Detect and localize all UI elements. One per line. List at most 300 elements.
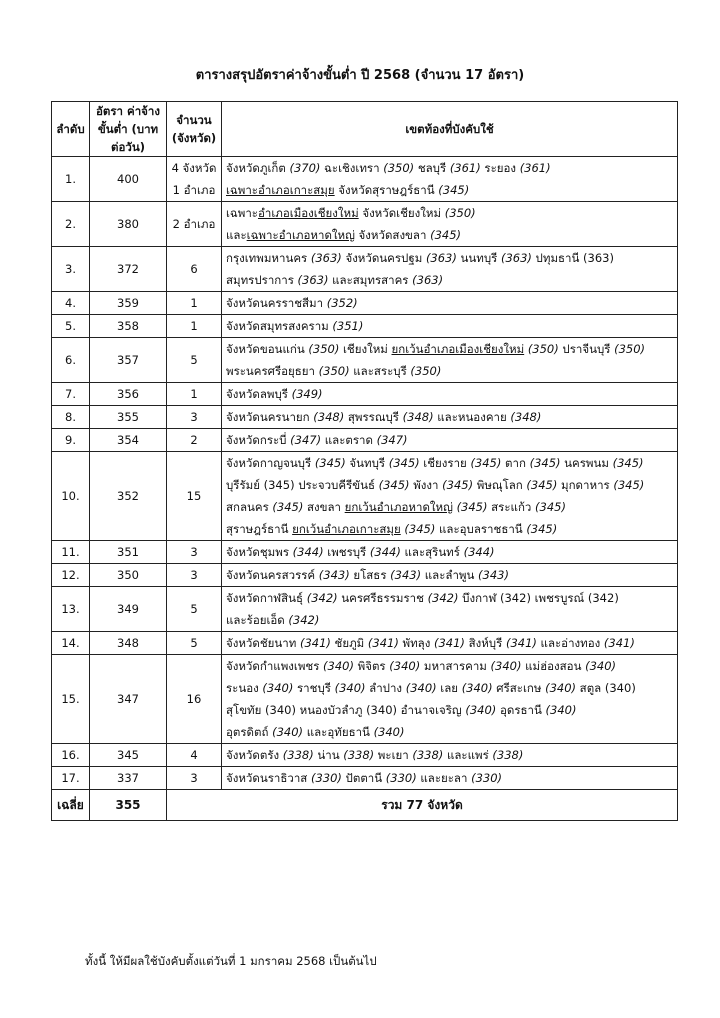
coverage-line: [226, 429, 674, 451]
row-number: 15.: [52, 655, 90, 744]
table-header-row: [52, 102, 678, 157]
previous-rate: (338): [412, 748, 444, 762]
previous-rate: (363): [425, 251, 457, 265]
previous-rate: (347): [290, 433, 322, 447]
area-text: ยโสธร: [349, 568, 391, 582]
previous-rate: (340): [545, 681, 577, 695]
previous-rate: (350): [444, 206, 476, 220]
area-qualifier: อำเภอเมืองเชียงใหม่: [257, 206, 359, 220]
province-count-line: 1: [190, 296, 198, 310]
previous-rate: (347): [376, 433, 408, 447]
previous-rate: (340): [461, 681, 493, 695]
coverage-line: [226, 564, 674, 586]
province-count: [167, 632, 222, 655]
area-text: ปทุมธานี (363): [531, 251, 614, 265]
province-count-line: 5: [190, 602, 198, 616]
coverage-line: [226, 496, 674, 518]
coverage-line: [226, 699, 674, 721]
previous-rate: (340): [262, 681, 294, 695]
previous-rate: (349): [291, 387, 323, 401]
previous-rate: (345): [378, 478, 410, 492]
table-row: [52, 383, 678, 406]
coverage-area: [222, 338, 678, 383]
area-text: สระแก้ว: [487, 500, 536, 514]
previous-rate: (345): [404, 522, 436, 536]
previous-rate: (348): [510, 410, 542, 424]
area-text: สงขลา: [303, 500, 345, 514]
previous-rate: (330): [385, 771, 417, 785]
area-text: เชียงใหม่: [339, 342, 392, 356]
area-text: พัทลุง: [398, 636, 434, 650]
previous-rate: (363): [412, 273, 444, 287]
wage-rate: 380: [90, 202, 167, 247]
coverage-line: [226, 655, 674, 677]
previous-rate: (363): [310, 251, 342, 265]
province-count-line: 15: [186, 489, 202, 503]
coverage-line: [226, 179, 674, 201]
table-row: [52, 541, 678, 564]
area-text: จังหวัดกาฬสินธุ์: [226, 591, 307, 605]
wage-rate: 358: [90, 315, 167, 338]
province-count-line: 3: [190, 545, 198, 559]
wage-rate: 354: [90, 429, 167, 452]
wage-rate: 355: [90, 406, 167, 429]
coverage-line: [226, 157, 674, 179]
wage-rate: 400: [90, 157, 167, 202]
province-count: [167, 292, 222, 315]
coverage-area: [222, 406, 678, 429]
previous-rate: (344): [463, 545, 495, 559]
table-row: [52, 157, 678, 202]
table-body: [52, 157, 678, 790]
row-number: 12.: [52, 564, 90, 587]
wage-rate: 372: [90, 247, 167, 292]
province-count-line: 3: [190, 410, 198, 424]
area-text: ระนอง: [226, 681, 263, 695]
previous-rate: (345): [388, 456, 420, 470]
province-count: [167, 655, 222, 744]
previous-rate: (352): [326, 296, 358, 310]
wage-rate: 348: [90, 632, 167, 655]
area-text: น่าน: [313, 748, 344, 762]
area-text: พิจิตร: [353, 659, 390, 673]
area-text: พังงา: [409, 478, 443, 492]
previous-rate: (345): [613, 478, 645, 492]
area-text: และสระบุรี: [349, 364, 411, 378]
previous-rate: (363): [500, 251, 532, 265]
row-number: 3.: [52, 247, 90, 292]
previous-rate: (338): [343, 748, 375, 762]
wage-rate: 345: [90, 744, 167, 767]
area-text: จังหวัดนครสวรรค์: [226, 568, 319, 582]
province-count: [167, 767, 222, 790]
area-text: พระนครศรีอยุธยา: [226, 364, 319, 378]
area-text: มหาสารคาม: [420, 659, 491, 673]
table-row: [52, 429, 678, 452]
previous-rate: (350): [318, 364, 350, 378]
area-text: จังหวัดสุราษฎร์ธานี: [334, 183, 439, 197]
area-text: จังหวัดภูเก็ต: [226, 161, 290, 175]
area-text: และตราด: [321, 433, 377, 447]
footer-average: 355: [90, 790, 167, 821]
footer-total: รวม 77 จังหวัด: [167, 790, 678, 821]
area-text: ลำปาง: [365, 681, 406, 695]
coverage-area: [222, 292, 678, 315]
table-row: [52, 744, 678, 767]
coverage-area: [222, 452, 678, 541]
previous-rate: (341): [434, 636, 465, 650]
row-number: 9.: [52, 429, 90, 452]
previous-rate: (351): [332, 319, 364, 333]
province-count-line: 3: [190, 568, 198, 582]
area-text: จังหวัดกาญจนบุรี: [226, 456, 315, 470]
coverage-line: [226, 609, 674, 631]
coverage-line: [226, 767, 674, 789]
area-text: จังหวัดนราธิวาส: [226, 771, 311, 785]
previous-rate: (340): [323, 659, 354, 673]
previous-rate: (340): [545, 703, 577, 717]
area-text: เพชรบุรี: [323, 545, 370, 559]
province-count-line: 3: [190, 771, 198, 785]
area-text: และร้อยเอ็ด: [226, 613, 289, 627]
area-text: และ: [226, 228, 247, 242]
header-rate: อัตรา ค่าจ้างขั้นต่ำ (บาทต่อวัน): [90, 102, 167, 157]
previous-rate: (345): [470, 456, 502, 470]
row-number: 6.: [52, 338, 90, 383]
area-text: และอุบลราชธานี: [435, 522, 527, 536]
row-number: 2.: [52, 202, 90, 247]
previous-rate: (340): [585, 659, 617, 673]
area-text: จังหวัดกระบี่: [226, 433, 291, 447]
area-text: สุราษฎร์ธานี: [226, 522, 293, 536]
coverage-line: [226, 269, 674, 291]
province-count-line: 5: [190, 636, 198, 650]
coverage-area: [222, 541, 678, 564]
wage-rate: 352: [90, 452, 167, 541]
previous-rate: (345): [314, 456, 346, 470]
previous-rate: (340): [334, 681, 366, 695]
area-text: และแพร่: [443, 748, 493, 762]
header-count: จำนวน (จังหวัด): [167, 102, 222, 157]
footer-label: เฉลี่ย: [52, 790, 90, 821]
previous-rate: (338): [282, 748, 314, 762]
previous-rate: (345): [529, 456, 561, 470]
coverage-line: [226, 224, 674, 246]
previous-rate: (370): [289, 161, 321, 175]
previous-rate: (340): [373, 725, 405, 739]
area-text: ปราจีนบุรี: [558, 342, 615, 356]
previous-rate: (350): [383, 161, 415, 175]
previous-rate: (348): [402, 410, 434, 424]
previous-rate: (340): [490, 659, 522, 673]
area-text: กรุงเทพมหานคร: [226, 251, 311, 265]
area-text: และลำพูน: [421, 568, 479, 582]
previous-rate: (345): [535, 500, 566, 514]
table-row: [52, 564, 678, 587]
province-count: [167, 315, 222, 338]
area-text: สตูล (340): [576, 681, 636, 695]
area-text: จังหวัดนครราชสีมา: [226, 296, 327, 310]
province-count: [167, 564, 222, 587]
table-row: [52, 292, 678, 315]
wage-rate: 350: [90, 564, 167, 587]
table-row: [52, 315, 678, 338]
province-count-line: 1: [190, 319, 198, 333]
wage-rate: 337: [90, 767, 167, 790]
area-text: จันทบุรี: [345, 456, 389, 470]
previous-rate: (342): [288, 613, 320, 627]
table-row: [52, 247, 678, 292]
coverage-line: [226, 360, 674, 382]
coverage-line: [226, 292, 674, 314]
previous-rate: (344): [369, 545, 401, 559]
row-number: 14.: [52, 632, 90, 655]
area-qualifier: เฉพาะอำเภอหาดใหญ่: [246, 228, 355, 242]
table-row: [52, 655, 678, 744]
previous-rate: (340): [405, 681, 437, 695]
area-text: ชัยภูมิ: [330, 636, 368, 650]
coverage-line: [226, 518, 674, 540]
previous-rate: (342): [427, 591, 459, 605]
previous-rate: (350): [527, 342, 559, 356]
province-count: [167, 383, 222, 406]
coverage-line: [226, 744, 674, 766]
previous-rate: (345): [612, 456, 644, 470]
province-count-line: 4 จังหวัด: [171, 161, 217, 175]
wage-rate: 357: [90, 338, 167, 383]
area-text: เลย: [436, 681, 462, 695]
row-number: 11.: [52, 541, 90, 564]
previous-rate: (330): [471, 771, 503, 785]
coverage-area: [222, 767, 678, 790]
province-count: [167, 202, 222, 247]
area-text: ปัตตานี: [341, 771, 386, 785]
area-text: จังหวัดสมุทรสงคราม: [226, 319, 333, 333]
province-count: [167, 587, 222, 632]
coverage-line: [226, 247, 674, 269]
coverage-area: [222, 655, 678, 744]
coverage-area: [222, 429, 678, 452]
province-count: [167, 406, 222, 429]
previous-rate: (342): [306, 591, 338, 605]
area-text: อุดรธานี: [496, 703, 546, 717]
coverage-line: [226, 721, 674, 743]
coverage-line: [226, 587, 674, 609]
previous-rate: (363): [297, 273, 329, 287]
previous-rate: (341): [299, 636, 331, 650]
previous-rate: (350): [410, 364, 442, 378]
previous-rate: (348): [313, 410, 345, 424]
area-qualifier: ยกเว้นอำเภอเกาะสมุย: [292, 522, 401, 536]
area-text: ราชบุรี: [293, 681, 335, 695]
previous-rate: (343): [390, 568, 422, 582]
area-text: ตาก: [501, 456, 530, 470]
area-text: จังหวัดนครนายก: [226, 410, 314, 424]
row-number: 17.: [52, 767, 90, 790]
wage-rate: 356: [90, 383, 167, 406]
previous-rate: (344): [292, 545, 324, 559]
table-row: [52, 587, 678, 632]
province-count-line: 6: [190, 262, 198, 276]
area-text: บุรีรัมย์ (345) ประจวบคีรีขันธ์: [226, 478, 379, 492]
previous-rate: (345): [272, 500, 304, 514]
area-text: บึงกาฬ (342) เพชรบูรณ์ (342): [458, 591, 619, 605]
coverage-line: [226, 474, 674, 496]
previous-rate: (350): [614, 342, 646, 356]
row-number: 10.: [52, 452, 90, 541]
previous-rate: (345): [526, 522, 558, 536]
area-text: จังหวัดลพบุรี: [226, 387, 292, 401]
area-text: พิษณุโลก: [473, 478, 527, 492]
area-text: และอ่างทอง: [536, 636, 604, 650]
area-text: จังหวัดตรัง: [226, 748, 283, 762]
area-text: จังหวัดชัยนาท: [226, 636, 300, 650]
previous-rate: (341): [603, 636, 635, 650]
table-row: [52, 767, 678, 790]
area-text: สิงห์บุรี: [464, 636, 506, 650]
page-title: ตารางสรุปอัตราค่าจ้างขั้นต่ำ ปี 2568 (จำนวน 17 อัตรา): [195, 68, 525, 83]
row-number: 4.: [52, 292, 90, 315]
province-count-line: 1: [190, 387, 198, 401]
area-qualifier: ยกเว้นอำเภอหาดใหญ่: [344, 500, 453, 514]
previous-rate: (340): [272, 725, 304, 739]
previous-rate: (345): [526, 478, 558, 492]
previous-rate: (330): [310, 771, 342, 785]
coverage-line: [226, 632, 674, 654]
coverage-area: [222, 632, 678, 655]
province-count: [167, 452, 222, 541]
area-text: และยะลา: [416, 771, 472, 785]
previous-rate: (345): [456, 500, 488, 514]
table-row: [52, 632, 678, 655]
province-count-line: 16: [186, 692, 202, 706]
province-count-line: 2: [190, 433, 198, 447]
previous-rate: (350): [308, 342, 340, 356]
area-text: นครพนม: [560, 456, 613, 470]
area-text: จังหวัดชุมพร: [226, 545, 293, 559]
province-count: [167, 744, 222, 767]
coverage-area: [222, 202, 678, 247]
province-count: [167, 541, 222, 564]
area-qualifier: เฉพาะอำเภอเกาะสมุย: [226, 183, 335, 197]
coverage-line: [226, 541, 674, 563]
previous-rate: (343): [478, 568, 509, 582]
area-text: สมุทรปราการ: [226, 273, 298, 287]
province-count-line: 1 อำเภอ: [172, 183, 216, 197]
row-number: 1.: [52, 157, 90, 202]
area-text: จังหวัดนครปฐม: [341, 251, 426, 265]
coverage-area: [222, 315, 678, 338]
row-number: 13.: [52, 587, 90, 632]
area-text: อุตรดิตถ์: [226, 725, 273, 739]
wage-rate: 351: [90, 541, 167, 564]
area-text: และสมุทรสาคร: [328, 273, 413, 287]
area-text: นนทบุรี: [456, 251, 501, 265]
wage-rate: 349: [90, 587, 167, 632]
coverage-area: [222, 744, 678, 767]
previous-rate: (345): [442, 478, 474, 492]
area-text: แม่ฮ่องสอน: [521, 659, 586, 673]
previous-rate: (340): [389, 659, 421, 673]
area-text: จังหวัดเชียงใหม่: [358, 206, 445, 220]
province-count: [167, 338, 222, 383]
area-text: ระยอง: [480, 161, 520, 175]
area-text: พะเยา: [374, 748, 413, 762]
province-count-line: 4: [190, 748, 198, 762]
coverage-line: [226, 677, 674, 699]
wage-rate: 359: [90, 292, 167, 315]
coverage-line: [226, 202, 674, 224]
area-text: จังหวัดกำแพงเพชร: [226, 659, 324, 673]
coverage-line: [226, 338, 674, 360]
area-text: สุโขทัย (340) หนองบัวลำภู (340) อำนาจเจริญ: [226, 703, 466, 717]
province-count: [167, 247, 222, 292]
coverage-area: [222, 587, 678, 632]
row-number: 8.: [52, 406, 90, 429]
previous-rate: (345): [430, 228, 462, 242]
coverage-area: [222, 564, 678, 587]
area-text: จังหวัดสงขลา: [354, 228, 431, 242]
area-text: สุพรรณบุรี: [344, 410, 403, 424]
area-text: ฉะเชิงเทรา: [320, 161, 384, 175]
coverage-area: [222, 383, 678, 406]
coverage-line: [226, 383, 674, 405]
area-text: ชลบุรี: [414, 161, 450, 175]
effective-date-note: ทั้งนี้ ให้มีผลใช้บังคับตั้งแต่วันที่ 1 มกราคม 2568 เป็นต้นไป: [85, 954, 377, 968]
area-text: ศรีสะเกษ: [492, 681, 546, 695]
row-number: 5.: [52, 315, 90, 338]
wage-rate: 347: [90, 655, 167, 744]
header-no: ลำดับ: [52, 102, 90, 157]
coverage-line: [226, 315, 674, 337]
province-count-line: 5: [190, 353, 198, 367]
coverage-line: [226, 406, 674, 428]
area-text: สกลนคร: [226, 500, 273, 514]
area-text: และสุรินทร์: [400, 545, 464, 559]
area-text: นครศรีธรรมราช: [337, 591, 428, 605]
previous-rate: (338): [492, 748, 524, 762]
area-text: เฉพาะ: [226, 206, 258, 220]
province-count: [167, 157, 222, 202]
area-text: เชียงราย: [419, 456, 471, 470]
coverage-line: [226, 452, 674, 474]
previous-rate: (361): [519, 161, 551, 175]
area-text: จังหวัดขอนแก่น: [226, 342, 309, 356]
row-number: 16.: [52, 744, 90, 767]
previous-rate: (341): [505, 636, 537, 650]
area-text: และหนองคาย: [433, 410, 511, 424]
row-number: 7.: [52, 383, 90, 406]
area-qualifier: ยกเว้นอำเภอเมืองเชียงใหม่: [391, 342, 525, 356]
table-footer-row: [52, 790, 678, 821]
previous-rate: (343): [318, 568, 350, 582]
table-row: [52, 406, 678, 429]
coverage-area: [222, 247, 678, 292]
previous-rate: (341): [367, 636, 399, 650]
province-count: [167, 429, 222, 452]
area-text: มุกดาหาร: [557, 478, 614, 492]
table-row: [52, 338, 678, 383]
table-row: [52, 452, 678, 541]
previous-rate: (361): [449, 161, 481, 175]
table-row: [52, 202, 678, 247]
minimum-wage-table: [51, 101, 678, 821]
previous-rate: (340): [465, 703, 497, 717]
header-area: เขตท้องที่บังคับใช้: [222, 102, 678, 157]
area-text: และอุทัยธานี: [303, 725, 374, 739]
province-count-line: 2 อำเภอ: [172, 217, 216, 231]
coverage-area: [222, 157, 678, 202]
